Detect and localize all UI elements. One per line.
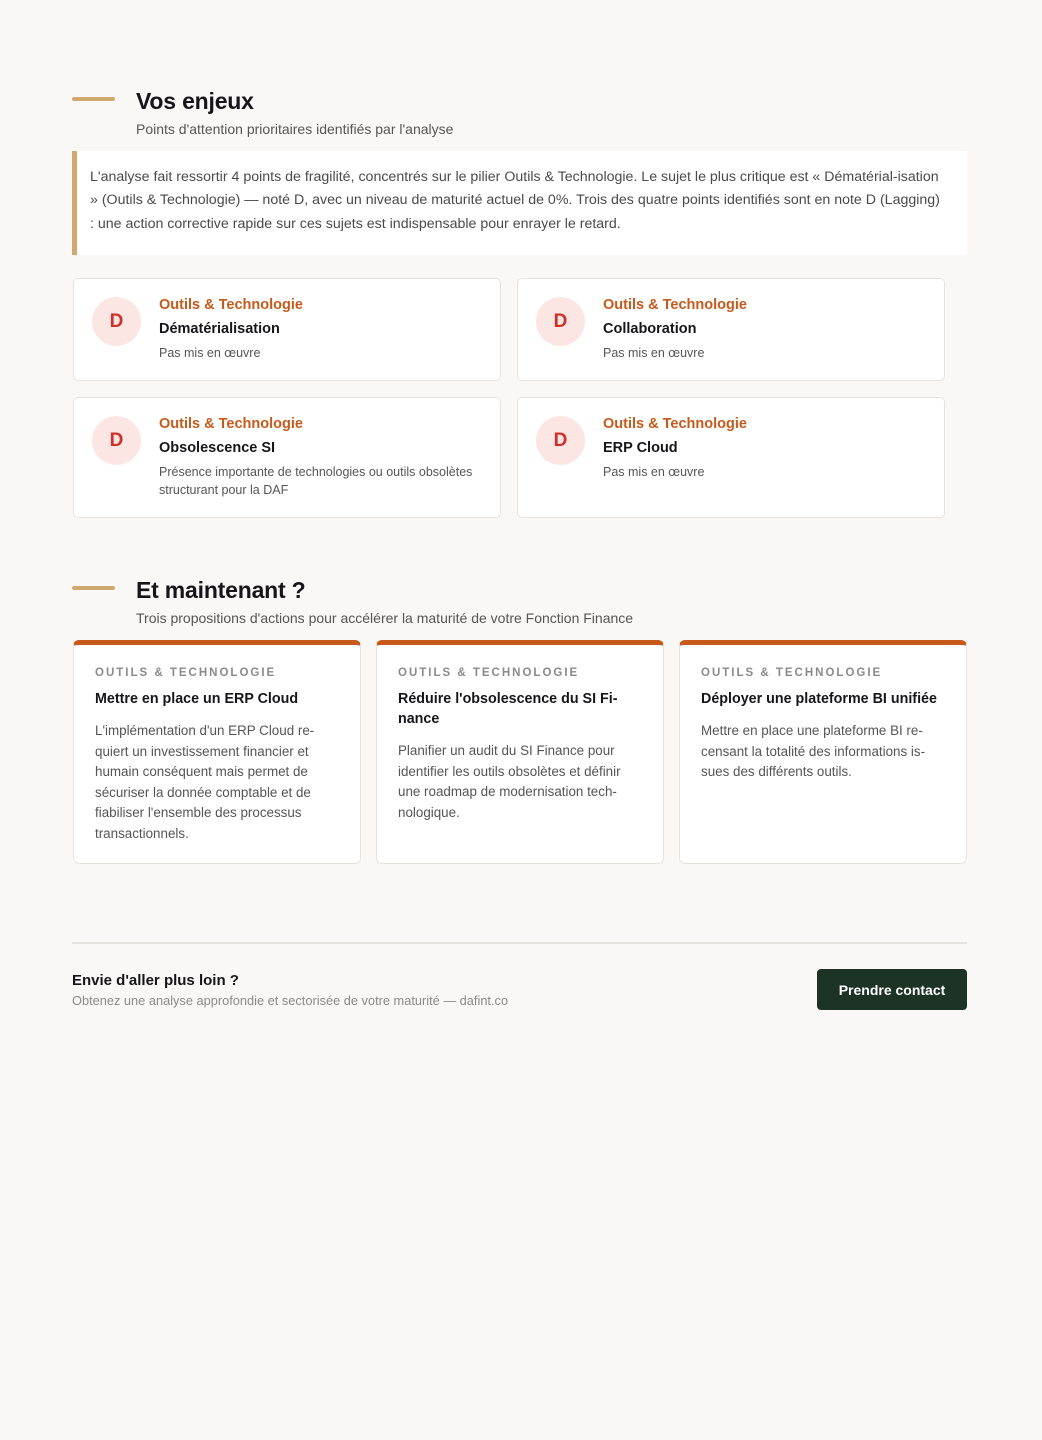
grade-badge: D (536, 297, 585, 346)
issue-pillar: Outils & Technologie (159, 297, 303, 313)
action-title: Réduire l'obsolescence du SI Fi-nance (398, 691, 618, 727)
analysis-summary: L'analyse fait ressortir 4 points de fragilité, concentrés sur le pilier Outils & Technologie. Le sujet le plus critique est « Dématérial-isation » (Outils & Technologie) — noté D, avec un niveau de maturité actuel de 0%. Trois des quatre points identifiés sont en note D (Lagging) : une action corrective rapide sur ces sujets est indispensable pour enrayer le retard. (72, 151, 967, 255)
issue-card (517, 278, 945, 381)
footer-title: Envie d'aller plus loin ? (72, 972, 239, 989)
action-card (679, 640, 967, 864)
action-description: Planifier un audit du SI Finance pour identifier les outils obsolètes et définir une roadmap de modernisation tech-nologique. (398, 743, 621, 820)
action-title: Déployer une plateforme BI unifiée (701, 691, 937, 707)
action-pillar: OUTILS & TECHNOLOGIE (398, 667, 580, 679)
issue-pillar: Outils & Technologie (159, 416, 303, 432)
issue-title: ERP Cloud (603, 440, 678, 456)
issue-title: Collaboration (603, 321, 697, 337)
issue-title: Obsolescence SI (159, 440, 276, 456)
section-title: Vos enjeux (136, 88, 254, 114)
action-description: L'implémentation d'un ERP Cloud re-quiert un investissement financier et humain conséquent mais permet de sécuriser la donnée comptable et de fiabiliser l'ensemble des processus transactionnels. (95, 723, 315, 841)
section-subtitle: Trois propositions d'actions pour accélérer la maturité de votre Fonction Finance (136, 610, 634, 626)
issue-description: Pas mis en œuvre (603, 346, 705, 360)
section-title: Et maintenant ? (136, 577, 306, 603)
section-accent-bar (72, 97, 115, 101)
footer-divider (72, 942, 967, 944)
section-subtitle: Points d'attention prioritaires identifiés par l'analyse (136, 121, 454, 137)
footer-subtitle: Obtenez une analyse approfondie et sectorisée de votre maturité — dafint.co (72, 993, 509, 1008)
grade-badge: D (92, 297, 141, 346)
issue-card (517, 397, 945, 518)
action-title: Mettre en place un ERP Cloud (95, 691, 299, 707)
grade-badge: D (92, 416, 141, 465)
issue-description: Présence importante de technologies ou outils obsolètes structurant pour la DAF (159, 465, 473, 497)
contact-button[interactable]: Prendre contact (817, 969, 967, 1010)
issue-card (73, 397, 501, 518)
issue-description: Pas mis en œuvre (159, 346, 261, 360)
issue-title: Dématérialisation (159, 321, 280, 337)
grade-badge: D (536, 416, 585, 465)
action-card (376, 640, 664, 864)
issue-description: Pas mis en œuvre (603, 465, 705, 479)
action-pillar: OUTILS & TECHNOLOGIE (701, 667, 883, 679)
section-accent-bar (72, 586, 115, 590)
action-pillar: OUTILS & TECHNOLOGIE (95, 667, 277, 679)
issue-pillar: Outils & Technologie (603, 297, 747, 313)
action-description: Mettre en place une plateforme BI re-censant la totalité des informations is-sues des différents outils. (701, 723, 926, 779)
action-card (73, 640, 361, 864)
issue-pillar: Outils & Technologie (603, 416, 747, 432)
issue-card (73, 278, 501, 381)
